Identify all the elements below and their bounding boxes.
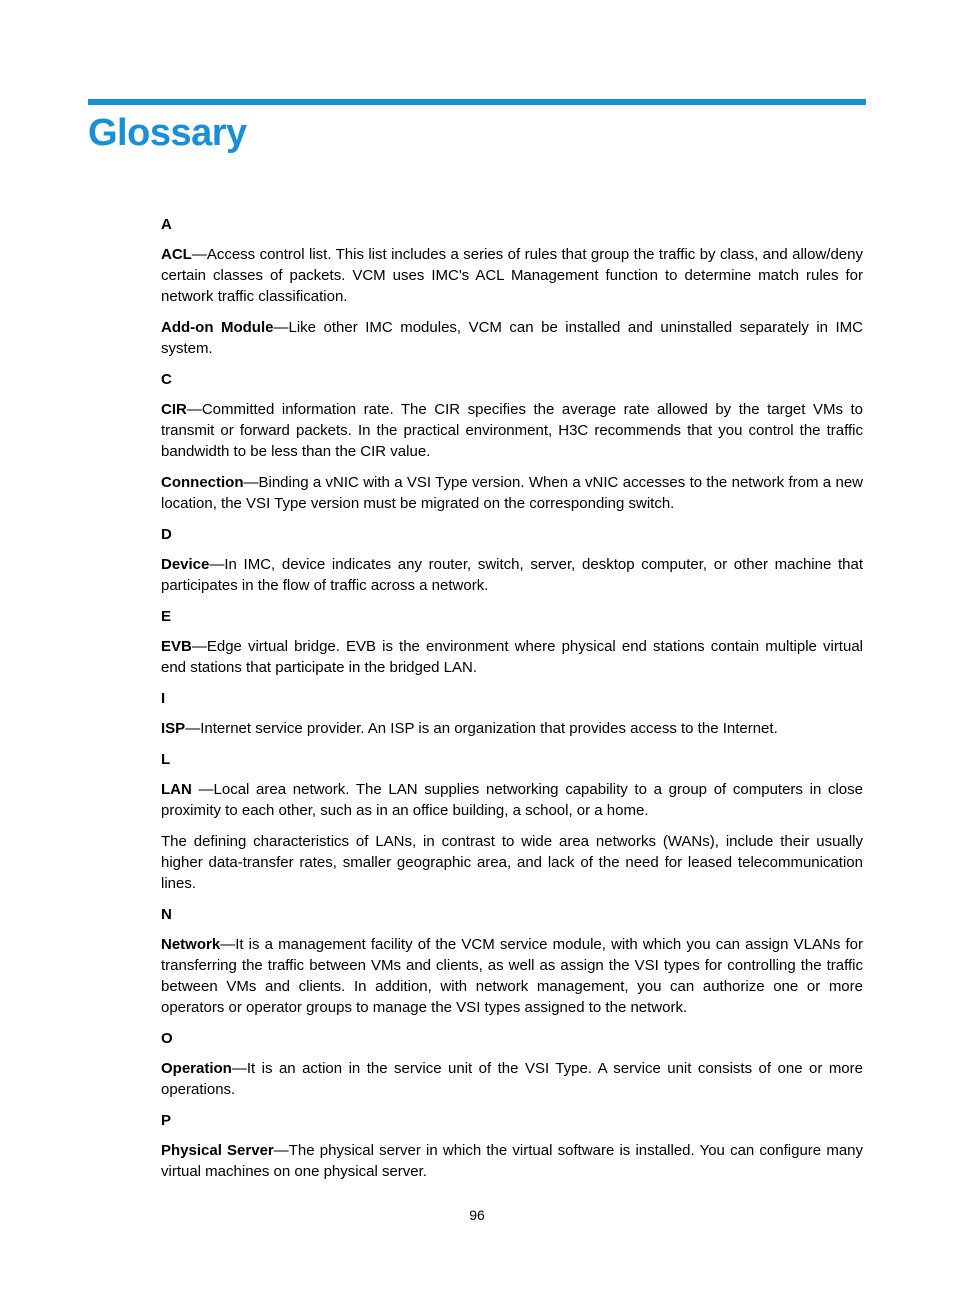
section-letter-p: P (161, 1112, 172, 1129)
glossary-entry-network (161, 934, 863, 1018)
glossary-entry-device (161, 554, 863, 596)
section-letter-d: D (161, 526, 172, 543)
glossary-term: Network (161, 936, 221, 953)
glossary-entry-lan (161, 779, 863, 821)
section-letter-l: L (161, 751, 171, 768)
glossary-definition: —The physical server in which the virtual software is installed. You can configure many virtual machines on one physical server. (161, 1142, 863, 1180)
glossary-entry-evb (161, 636, 863, 678)
glossary-definition: —Edge virtual bridge. EVB is the environment where physical end stations contain multiple virtual end stations that participate in the bridged LAN. (161, 638, 863, 676)
glossary-term: ACL (161, 246, 192, 263)
glossary-entry-isp (161, 718, 863, 739)
glossary-definition: —Binding a vNIC with a VSI Type version. When a vNIC accesses to the network from a new location, the VSI Type version must be migrated on the corresponding switch. (161, 474, 863, 512)
glossary-definition: —It is an action in the service unit of the VSI Type. A service unit consists of one or more operations. (161, 1060, 863, 1098)
glossary-definition: —Committed information rate. The CIR specifies the average rate allowed by the target VMs to transmit or forward packets. In the practical environment, H3C recommends that you control the traffic bandwidth to be less than the CIR value. (161, 401, 863, 460)
glossary-term: Add-on Module (161, 319, 274, 336)
section-letter-e: E (161, 608, 172, 625)
glossary-definition: —Internet service provider. An ISP is an organization that provides access to the Internet. (185, 720, 778, 737)
glossary-entry-acl (161, 244, 863, 307)
glossary-term: EVB (161, 638, 192, 655)
section-letter-i: I (161, 690, 166, 707)
page-title: Glossary (88, 112, 247, 154)
glossary-definition: —Access control list. This list includes a series of rules that group the traffic by class, and allow/deny certain classes of packets. VCM uses IMC's ACL Management function to determine match rules for network traffic classification. (161, 246, 863, 305)
glossary-entry-physical-server (161, 1140, 863, 1182)
glossary-definition: —In IMC, device indicates any router, switch, server, desktop computer, or other machine that participates in the flow of traffic across a network. (161, 556, 863, 594)
glossary-entry-cir (161, 399, 863, 462)
glossary-term: Physical Server (161, 1142, 274, 1159)
glossary-definition: —It is a management facility of the VCM service module, with which you can assign VLANs for transferring the traffic between VMs and clients, as well as assign the VSI types for controlling the traffic between VMs and clients. In addition, with network management, you can authorize one or more operators or operator groups to manage the VSI types assigned to the network. (161, 936, 863, 1016)
glossary-content (161, 214, 863, 1192)
section-letter-o: O (161, 1030, 173, 1047)
glossary-term: Operation (161, 1060, 232, 1077)
glossary-term: CIR (161, 401, 187, 418)
page-number: 96 (469, 1207, 485, 1223)
glossary-entry-add-on-module (161, 317, 863, 359)
header-rule (88, 99, 866, 105)
glossary-entry-operation (161, 1058, 863, 1100)
glossary-term: Connection (161, 474, 244, 491)
section-letter-a: A (161, 216, 172, 233)
glossary-term: Device (161, 556, 210, 573)
glossary-definition: —Local area network. The LAN supplies networking capability to a group of computers in close proximity to each other, such as in an office building, a school, or a home. (161, 781, 863, 819)
glossary-term: LAN (161, 781, 192, 798)
section-letter-c: C (161, 371, 172, 388)
section-letter-n: N (161, 906, 172, 923)
glossary-term: ISP (161, 720, 186, 737)
glossary-paragraph-lan-characteristics: The defining characteristics of LANs, in contrast to wide area networks (WANs), include their usually higher data-transfer rates, smaller geographic area, and lack of the need for leased telecommunication lines. (161, 833, 863, 892)
glossary-entry-connection (161, 472, 863, 514)
glossary-definition: —Like other IMC modules, VCM can be installed and uninstalled separately in IMC system. (161, 319, 863, 357)
